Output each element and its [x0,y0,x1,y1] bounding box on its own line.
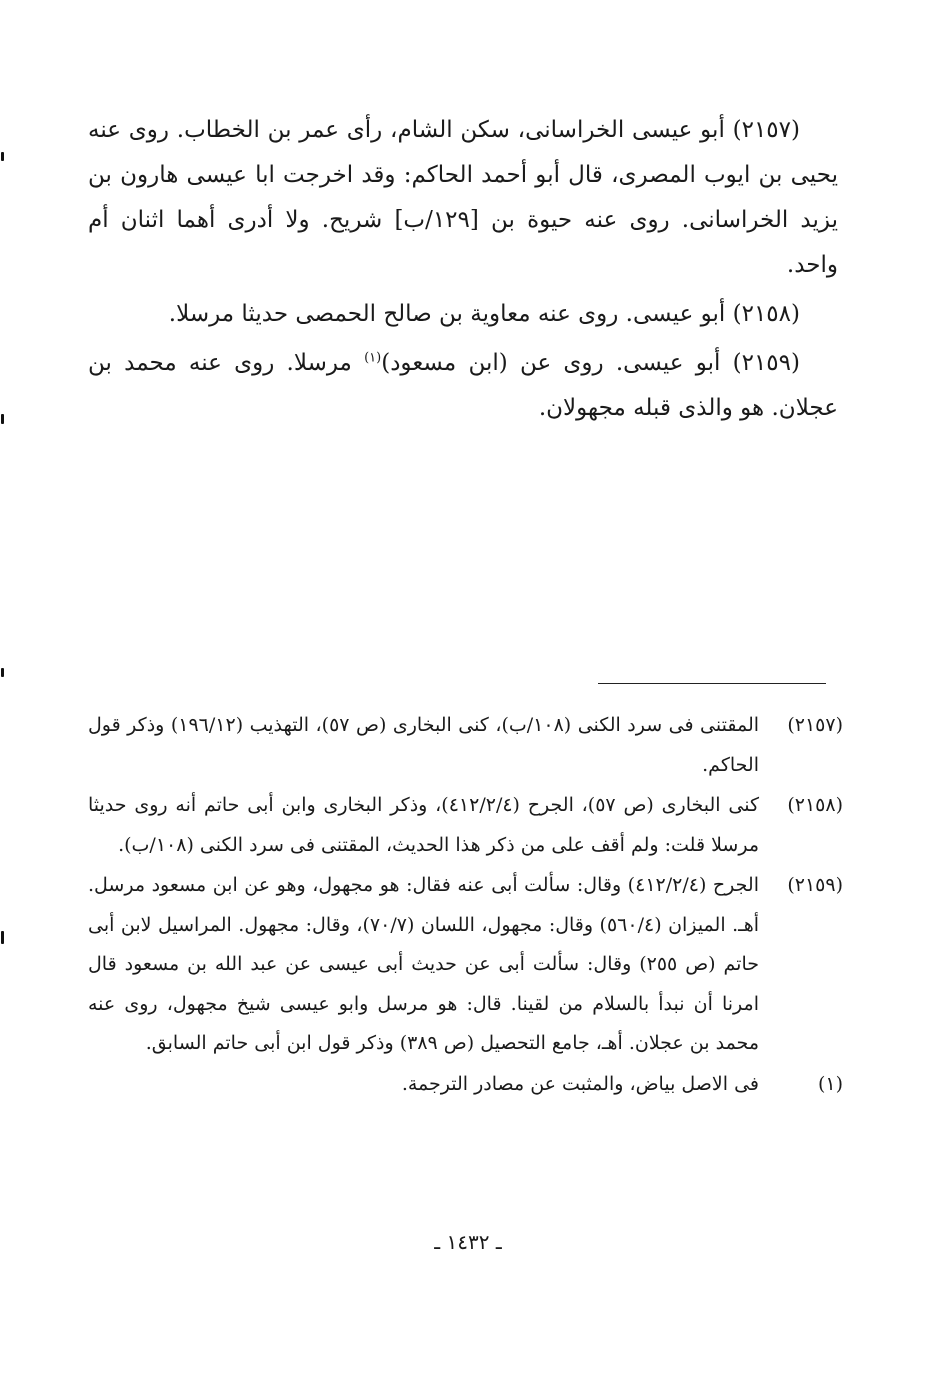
footnote-reference[interactable]: (١) [364,350,382,366]
footnote-number: (١) [817,1072,843,1095]
footnote-2157 [88,706,843,785]
entry-text-continued: مرسلا. روى عنه محمد بن عجلان. هو والذى قبله مجهولان. [88,350,838,421]
entry-2157 [88,108,838,288]
entry-text: (٢١٥٩) أبو عيسى. روى عن (ابن مسعود) [381,350,800,376]
entry-2158 [88,292,838,337]
page-number: ـ ١٤٣٢ ـ [434,1230,502,1254]
footnote-text: الجرح (٤١٢/٢/٤) وقال: سألت أبى عنه فقال: هو مجهول، وهو عن ابن مسعود مرسل. أهـ. الميزان (٥٦٠/٤) وقال: مجهول، اللسان (٧٠/٧)، وقال: مجهول. المراسيل لابن أبى حاتم (ص ٢٥٥) وقال: سألت أبى عن حديث أبى عيسى عن عبد الله بن مسعود قال امرنا أن نبدأ بالسلام من لقينا. قال: هو مرسل وابو عيسى شيخ مجهول، روى عنه محمد بن عجلان. أهـ، جامع التحصيل (ص ٣٨٩) وذكر قول ابن أبى حاتم السابق. [88,874,759,1054]
footnote-number: (٢١٥٩) [787,874,843,896]
scan-edge-mark [1,668,4,677]
entry-text: (٢١٥٧) أبو عيسى الخراسانى، سكن الشام، رأى عمر بن الخطاب. روى عنه يحيى بن ايوب المصرى، قال أبو أحمد الحاكم: وقد اخرجت ابا عيسى هارون بن يزيد الخراسانى. روى عنه حيوة بن [١٢٩/ب] شريح. ولا أدرى أهما اثنان أم واحد. [88,117,839,278]
footnote-1 [88,1065,843,1105]
footnote-2159 [88,866,843,1064]
footnote-2158 [88,786,843,865]
footnote-number: (٢١٥٨) [787,794,843,816]
footnote-text: كنى البخارى (ص ٥٧)، الجرح (٤١٢/٢/٤)، وذكر البخارى وابن أبى حاتم أنه روى حديثا مرسلا قلت: ولم أقف على من ذكر هذا الحديث، المقتنى فى سرد الكنى (١٠٨/ب). [88,794,759,856]
entry-text: (٢١٥٨) أبو عيسى. روى عنه معاوية بن صالح الحمصى حديثا مرسلا. [168,301,800,327]
main-text [88,108,838,435]
footnote-text: فى الاصل بياض، والمثبت عن مصادر الترجمة. [401,1072,759,1095]
scan-edge-mark [1,931,4,944]
scan-edge-mark [1,152,4,161]
footnotes [88,706,843,1105]
footnote-text: المقتنى فى سرد الكنى (١٠٨/ب)، كنى البخارى (ص ٥٧)، التهذيب (١٩٦/١٢) وذكر قول الحاكم. [88,714,760,776]
entry-2159 [88,341,838,431]
footnote-separator [598,683,826,684]
footnote-number: (٢١٥٧) [787,714,843,736]
scan-edge-mark [1,414,4,424]
